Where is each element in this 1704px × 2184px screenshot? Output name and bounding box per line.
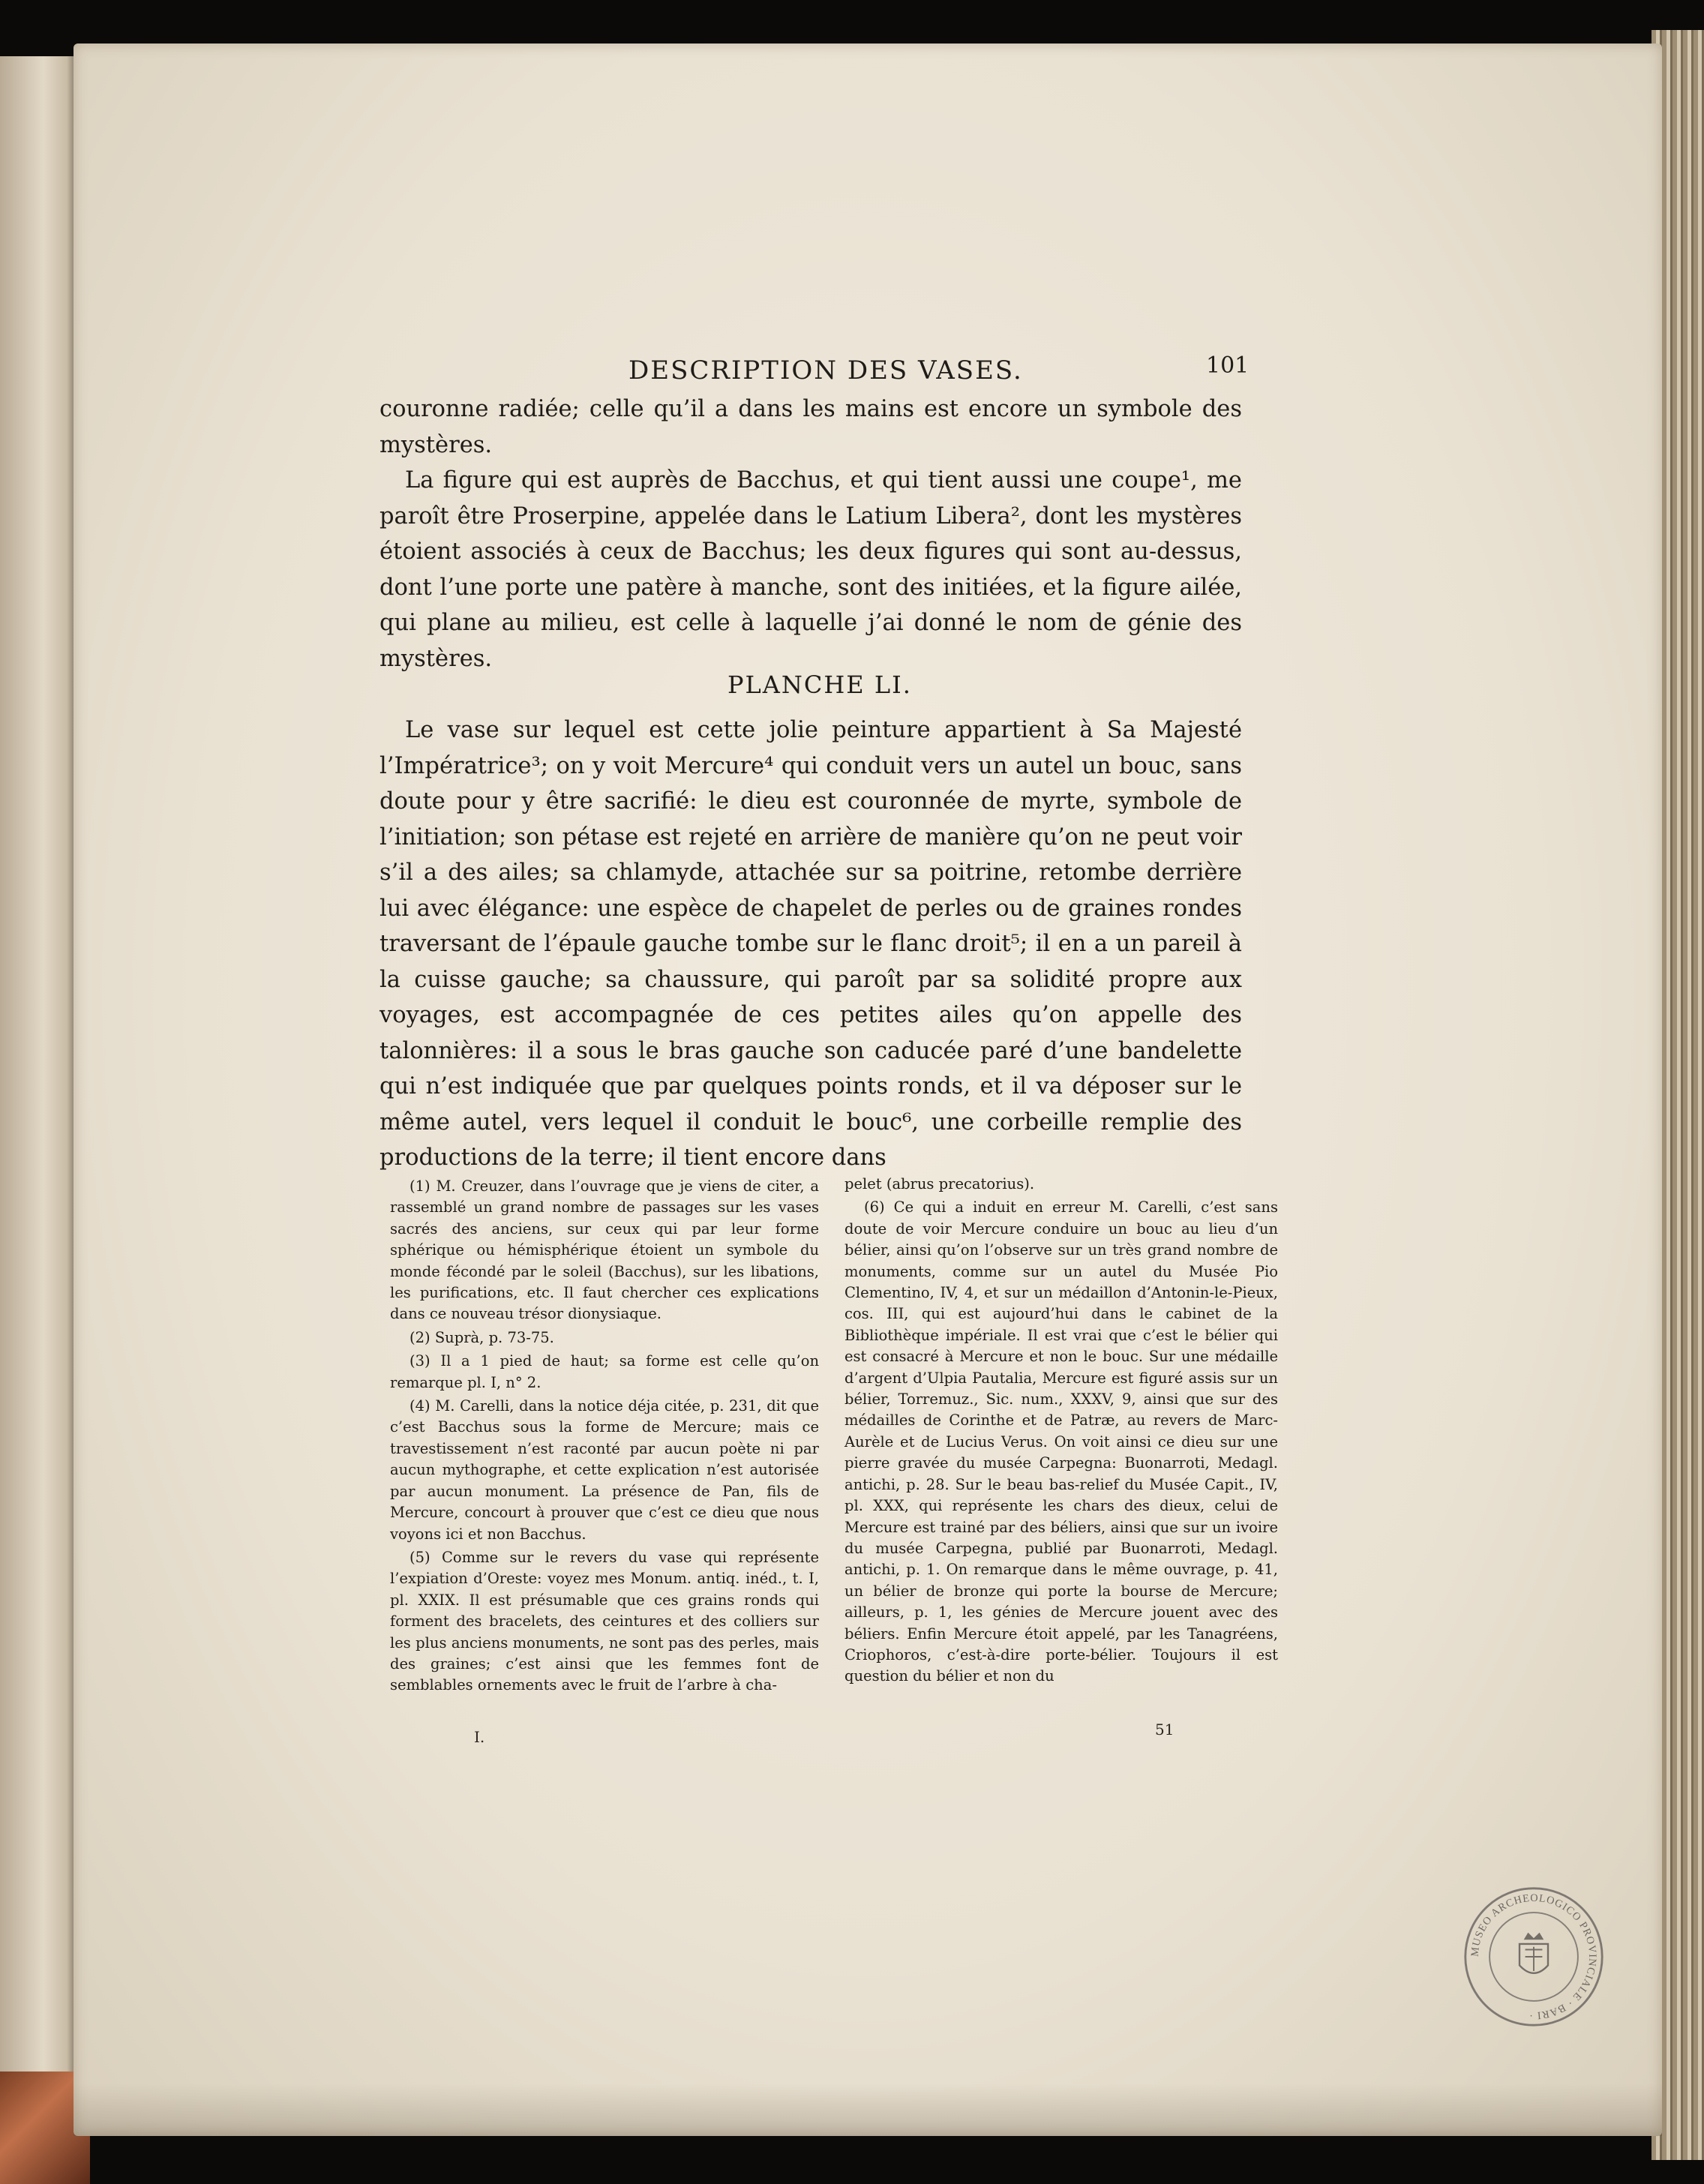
signature-mark: I. — [474, 1728, 485, 1746]
museum-stamp — [1462, 1886, 1605, 2028]
facing-page-edge — [0, 56, 83, 2081]
intro-text — [380, 392, 1242, 676]
page-number: 101 — [1206, 352, 1250, 379]
planche-paragraph: Le vase sur lequel est cette jolie peinture appartient à Sa Majesté l’Impératrice³; on y voit Mercure⁴ qui conduit vers un autel un bouc, sans doute pour y être sacrifié: le dieu est couronnée de myrte, symbole de l’initiation; son pétase est rejeté en arrière de manière qu’on ne peut voir s’il a des ailes; sa chlamyde, attachée sur sa poitrine, retombe derrière lui avec élégance: une espèce de chapelet de perles ou de graines rondes traversant de l’épaule gauche tombe sur le flanc droit⁵; il en a un pareil à la cuisse gauche; sa chaussure, qui paroît par sa solidité propre aux voyages, est accompagnée de ces petites ailes qu’on appelle des talonnières: il a sous le bras gauche son caducée paré d’une bandelette qui n’est indiquée que par quelques points ronds, et il va déposer sur le même autel, vers lequel il conduit le bouc⁶, une corbeille remplie des productions de la terre; il tient encore dans — [380, 717, 1242, 1171]
footnotes-right-column — [844, 1174, 1278, 1688]
footnotes-left-column — [390, 1174, 819, 1696]
footnote-5: (5) Comme sur le revers du vase qui représente l’expiation d’Oreste: voyez mes Monum. antiq. inéd., t. I, pl. XXIX. Il est présumable que ces grains ronds qui forment des bracelets, des ceintures et des colliers sur les plus anciens monuments, ne sont pas des perles, mais des graines; c’est ainsi que les femmes font de semblables ornements avec le fruit de l’arbre à cha- — [390, 1548, 819, 1694]
footnote-4: (4) M. Carelli, dans la notice déja citée, p. 231, dit que c’est Bacchus sous la forme de Mercure; mais ce travestissement n’est raconté par aucun poète ni par aucun mythographe, et cette explication n’est autorisée par aucun monument. La présence de Pan, fils de Mercure, concourt à prouver que c’est ce dieu que nous voyons ici et non Bacchus. — [390, 1397, 819, 1543]
footnote-2: (2) Suprà, p. 73-75. — [410, 1328, 554, 1346]
section-heading: PLANCHE LI. — [728, 670, 912, 699]
gathering-number: 51 — [1155, 1720, 1174, 1738]
stamp-text: MUSEO ARCHEOLOGICO PROVINCIALE · BARI · — [1468, 1892, 1599, 2022]
coat-of-arms-icon — [1520, 1933, 1548, 1973]
footnote-5-continued: pelet (abrus precatorius). — [844, 1175, 1035, 1192]
running-title: DESCRIPTION DES VASES. — [628, 356, 1023, 386]
footnote-6: (6) Ce qui a induit en erreur M. Carelli, c’est sans doute de voir Mercure conduire un bouc au lieu d’un bélier, ainsi qu’on l’observe sur un très grand nombre de monuments, comme sur un autel du Musée Pio Clementino, IV, 4, et sur un médaillon d’Antonin-le-Pieux, cos. III, qui est aujourd’hui dans le cabinet de la Bibliothèque impériale. Il est vrai que c’est le bélier qui est consacré à Mercure et non le bouc. Sur une médaille d’argent d’Ulpia Pautalia, Mercure est figuré assis sur un bélier, Torremuz., Sic. num., XXXV, 9, ainsi que sur des médailles de Corinthe et de Patræ, au revers de Marc-Aurèle et de Lucius Verus. On voit ainsi ce dieu sur une pierre gravée du musée Carpegna: Buonarroti, Medagl. antichi, p. 28. Sur le beau bas-relief du Musée Capit., IV, pl. XXX, qui représente les chars des dieux, celui de Mercure est trainé par des béliers, ainsi que sur un ivoire du musée Carpegna, publié par Buonarroti, Medagl. antichi, p. 1. On remarque dans le même ouvrage, p. 41, un bélier de bronze qui porte la bourse de Mercure; ailleurs, p. 1, les génies de Mercure jouent avec des béliers. Enfin Mercure étoit appelé, par les Tanagréens, Criophoros, c’est-à-dire porte-bélier. Toujours il est question du bélier et non du — [844, 1198, 1278, 1685]
intro-paragraph-1: couronne radiée; celle qu’il a dans les mains est encore un symbole des mystères. — [380, 396, 1242, 458]
intro-paragraph-2: La figure qui est auprès de Bacchus, et qui tient aussi une coupe¹, me paroît être Proserpine, appelée dans le Latium Libera², dont les mystères étoient associés à ceux de Bacchus; les deux figures qui sont au-dessus, dont l’une porte une patère à manche, sont des initiées, et la figure ailée, qui plane au milieu, est celle à laquelle j’ai donné le nom de génie des mystères. — [380, 467, 1242, 672]
footnote-1: (1) M. Creuzer, dans l’ouvrage que je viens de citer, a rassemblé un grand nombre de passages sur les vases sacrés des anciens, sur ceux qui par leur forme sphérique ou hémisphérique étoient un symbole du monde fécondé par le soleil (Bacchus), sur les libations, les purifications, etc. Il faut chercher ces explications dans ce nouveau trésor dionysiaque. — [390, 1178, 819, 1323]
page-shadow — [74, 2084, 1662, 2136]
footnote-3: (3) Il a 1 pied de haut; sa forme est celle qu’on remarque pl. I, n° 2. — [390, 1352, 819, 1391]
planche-text — [380, 712, 1242, 1176]
